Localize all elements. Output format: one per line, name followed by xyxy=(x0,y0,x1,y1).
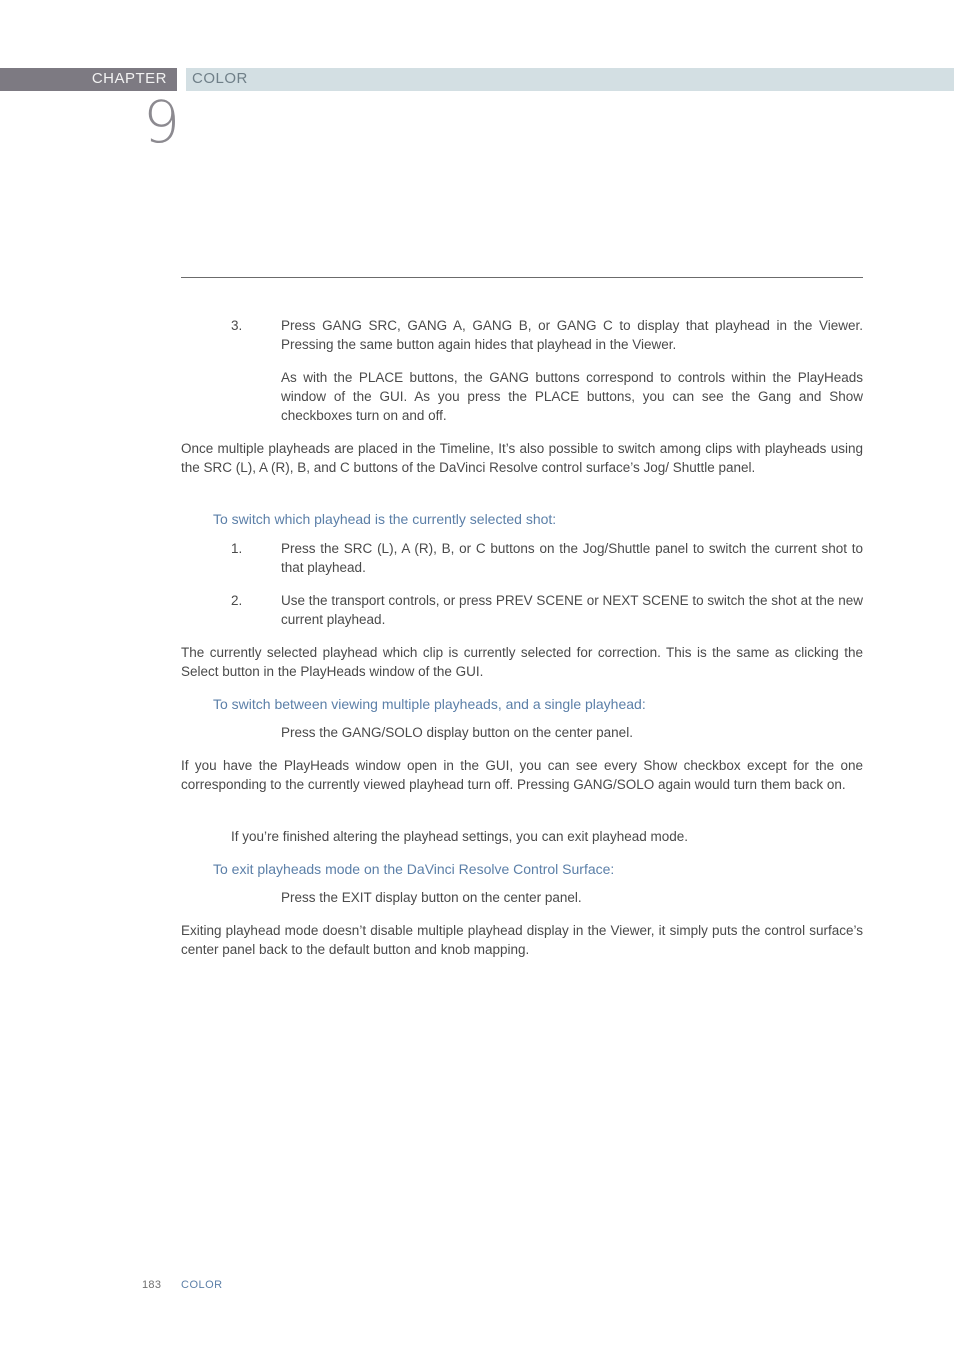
footer-section-title: COLOR xyxy=(181,1279,223,1291)
step-number: 1. xyxy=(231,541,243,556)
step-text: Use the transport controls, or press PREV SCENE or NEXT SCENE to switch the shot at the new current playhead. xyxy=(281,593,863,627)
step-number: 2. xyxy=(231,593,243,608)
step-text: Press the GANG/SOLO display button on the center panel. xyxy=(281,725,633,740)
section-title: COLOR xyxy=(192,70,248,87)
procedure-heading: To exit playheads mode on the DaVinci Resolve Control Surface: xyxy=(213,861,615,877)
step-text: Press the SRC (L), A (R), B, or C buttons on the Jog/Shuttle panel to switch the current shot to that playhead. xyxy=(281,541,863,575)
page-number: 183 xyxy=(142,1279,162,1291)
chapter-label: CHAPTER xyxy=(91,70,167,87)
body-paragraph: If you’re finished altering the playhead settings, you can exit playhead mode. xyxy=(231,829,689,844)
procedure-heading: To switch between viewing multiple playheads, and a single playhead: xyxy=(213,696,646,712)
body-paragraph: Once multiple playheads are placed in the Timeline, It’s also possible to switch among clips with playheads using the SRC (L), A (R), B, and C buttons of the DaVinci Resolve control surface’s Jog/ Shuttle panel. xyxy=(181,441,863,475)
section-title-bar xyxy=(186,68,954,91)
list-item-number: 3. xyxy=(231,318,243,333)
body-paragraph: If you have the PlayHeads window open in the GUI, you can see every Show checkbox except for the one corresponding to the currently viewed playhead turn off. Pressing GANG/SOLO again would turn them back on. xyxy=(181,758,863,792)
step-text: Press the EXIT display button on the center panel. xyxy=(281,890,582,905)
list-item-text: Press GANG SRC, GANG A, GANG B, or GANG C to display that playhead in the Viewer. Pressing the same button again hides that playhead in the Viewer. xyxy=(281,318,863,352)
header-divider xyxy=(181,277,863,278)
list-item-note: As with the PLACE buttons, the GANG buttons correspond to controls within the PlayHeads window of the GUI. As you press the PLACE buttons, you can see the Gang and Show checkboxes turn on and off. xyxy=(281,370,863,423)
procedure-heading: To switch which playhead is the currently selected shot: xyxy=(213,511,557,527)
body-paragraph: The currently selected playhead which clip is currently selected for correction. This is the same as clicking the Select button in the PlayHeads window of the GUI. xyxy=(181,645,863,679)
chapter-number: 9 xyxy=(143,88,180,156)
body-paragraph: Exiting playhead mode doesn’t disable multiple playhead display in the Viewer, it simply puts the control surface’s center panel back to the default button and knob mapping. xyxy=(181,923,863,957)
